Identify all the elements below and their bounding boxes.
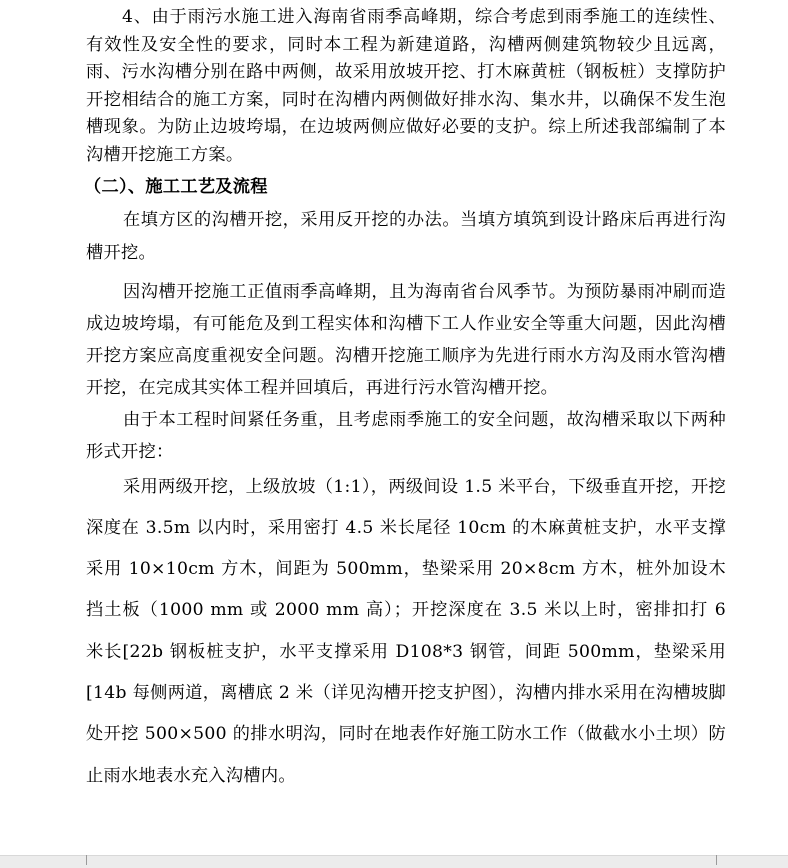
margin-corner-mark-right <box>716 855 739 865</box>
margin-corner-mark-left <box>64 855 87 865</box>
document-body <box>86 4 726 797</box>
paragraph-fill-area: 在填方区的沟槽开挖，采用反开挖的办法。当填方填筑到设计路床后再进行沟槽开挖。 <box>86 209 726 263</box>
paragraph-excavation-sequence: 因沟槽开挖施工正值雨季高峰期，且为海南省台风季节。为预防暴雨冲刷而造成边坡垮塌，有可能危及到工程实体和沟槽下工人作业安全等重大问题，因此沟槽开挖方案应高度重视安全问题。沟槽开挖施工顺序为先进行雨水方沟及雨水管沟槽开挖，在完成其实体工程并回填后，再进行污水管沟槽开挖。 <box>86 281 726 398</box>
paragraph-rainy-season-plan: 4、由于雨污水施工进入海南省雨季高峰期，综合考虑到雨季施工的连续性、有效性及安全性的要求，同时本工程为新建道路，沟槽两侧建筑物较少且远离，雨、污水沟槽分别在路中两侧，故采用放坡开挖、打木麻黄桩（钢板桩）支撑防护开挖相结合的施工方案，同时在沟槽内两侧做好排水沟、集水井，以确保不发生泡槽现象。为防止边坡垮塌，在边坡两侧应做好必要的支护。综上所述我部编制了本沟槽开挖施工方案。 <box>86 7 726 165</box>
section-heading: （二）、施工工艺及流程 <box>84 176 268 197</box>
paragraph-support-details: 采用两级开挖，上级放坡（1:1），两级间设 1.5 米平台，下级垂直开挖，开挖深度在 3.5m 以内时，采用密打 4.5 米长尾径 10cm 的木麻黄桩支护，水平支撑采用 10×10cm 方木，间距为 500mm，垫梁采用 20×8cm 方木，桩外加设木挡土板（1000 mm 或 2000 mm 高）；开挖深度在 3.5 米以上时，密排扣打 6 米长[22b 钢板桩支护，水平支撑采用 D108*3 钢管，间距 500mm，垫梁采用 [14b 每侧两道，离槽底 2 米（详见沟槽开挖支护图），沟槽内排水采用在沟槽坡脚处开挖 500×500 的排水明沟，同时在地表作好施工防水工作（做截水小土坝）防止雨水地表水充入沟槽内。 <box>86 476 726 786</box>
page-gap <box>0 855 788 868</box>
paragraph-two-methods: 由于本工程时间紧任务重，且考虑雨季施工的安全问题，故沟槽采取以下两种形式开挖： <box>86 409 726 462</box>
